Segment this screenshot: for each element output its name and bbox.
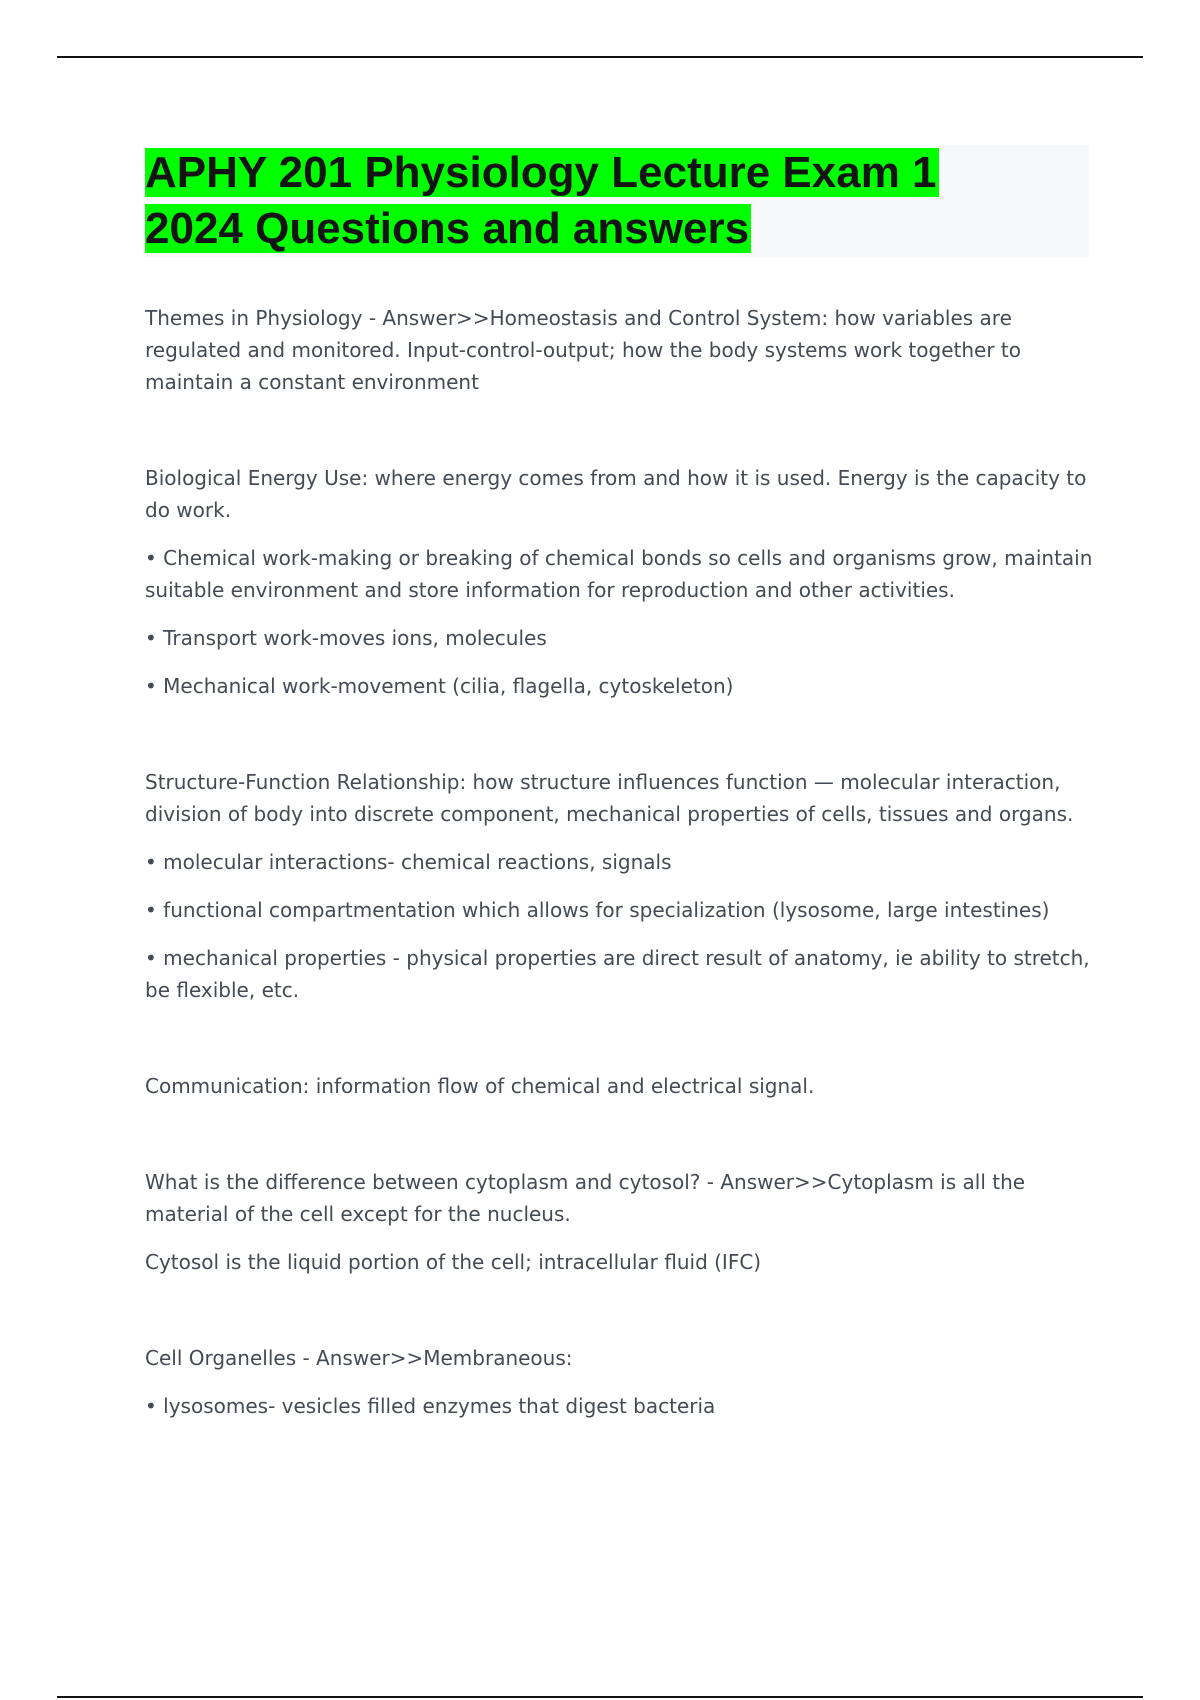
section-themes [145, 302, 1095, 398]
section-communication [145, 1070, 1095, 1102]
section-energy [145, 462, 1095, 702]
paragraph: Cell Organelles - Answer>>Membraneous: [145, 1346, 573, 1370]
bullet-item: • Chemical work-making or breaking of chemical bonds so cells and organisms grow, maintain suitable environment and store information for reproduction and other activities. [145, 546, 1093, 602]
bullet-item: • Transport work-moves ions, molecules [145, 626, 547, 650]
bullet-item: • lysosomes- vesicles filled enzymes that digest bacteria [145, 1394, 716, 1418]
document-body [145, 302, 1095, 1422]
paragraph: What is the difference between cytoplasm and cytosol? - Answer>>Cytoplasm is all the material of the cell except for the nucleus. [145, 1170, 1026, 1226]
document-title [145, 145, 1089, 257]
paragraph: Structure-Function Relationship: how structure influences function — molecular interaction, division of body into discrete component, mechanical properties of cells, tissues and organs. [145, 770, 1074, 826]
paragraph: Communication: information flow of chemical and electrical signal. [145, 1074, 815, 1098]
bottom-rule [57, 1696, 1143, 1698]
section-organelles [145, 1342, 1095, 1422]
paragraph: Themes in Physiology - Answer>>Homeostasis and Control System: how variables are regulated and monitored. Input-control-output; how the body systems work together to maintain a constant environment [145, 306, 1021, 394]
title-block [145, 145, 1089, 257]
bullet-item: • Mechanical work-movement (cilia, flagella, cytoskeleton) [145, 674, 734, 698]
paragraph: Biological Energy Use: where energy comes from and how it is used. Energy is the capacity to do work. [145, 466, 1087, 522]
paragraph: Cytosol is the liquid portion of the cell; intracellular fluid (IFC) [145, 1250, 762, 1274]
title-line-1: APHY 201 Physiology Lecture Exam 1 [145, 148, 937, 197]
top-rule [57, 56, 1143, 58]
title-line-2: 2024 Questions and answers [145, 204, 750, 253]
section-structure-function [145, 766, 1095, 1006]
bullet-item: • molecular interactions- chemical reactions, signals [145, 850, 672, 874]
bullet-item: • functional compartmentation which allows for specialization (lysosome, large intestines) [145, 898, 1050, 922]
bullet-item: • mechanical properties - physical properties are direct result of anatomy, ie ability to stretch, be flexible, etc. [145, 946, 1090, 1002]
section-cytoplasm [145, 1166, 1095, 1278]
